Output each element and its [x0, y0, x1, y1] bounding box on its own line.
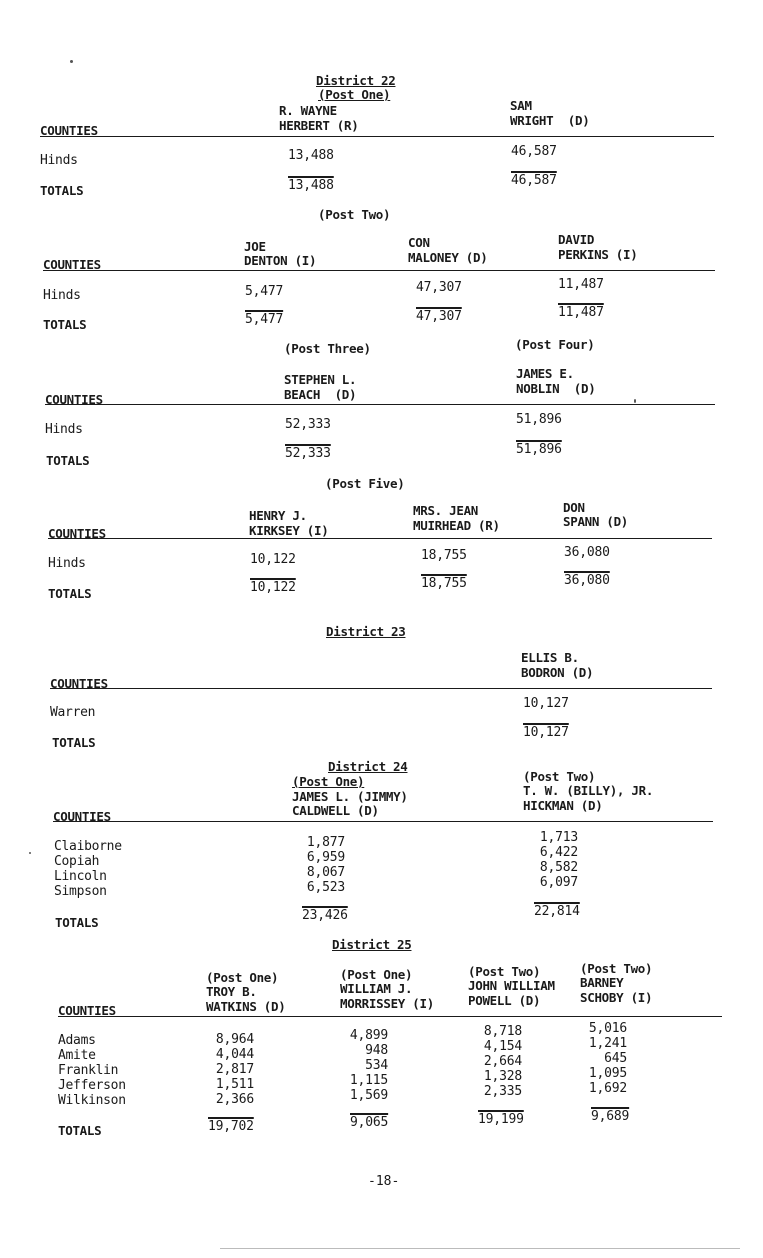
candidate-hickman-name: HICKMAN (D)	[523, 798, 603, 813]
vote-count: 1,511	[215, 1077, 254, 1092]
vote-count: 2,366	[215, 1092, 254, 1107]
totals-label: TOTALS	[52, 735, 96, 750]
candidate-bodron-first: ELLIS B.	[521, 650, 579, 665]
vote-count: 8,582	[539, 860, 578, 875]
post-three-label: (Post Three)	[284, 341, 371, 356]
candidate-schoby-name: SCHOBY (I)	[580, 990, 653, 1005]
vote-count: 2,817	[215, 1062, 254, 1077]
scan-speck	[634, 399, 636, 403]
county-name: Franklin	[58, 1063, 119, 1078]
county-name: Hinds	[43, 288, 81, 303]
district-22-title: District 22	[316, 73, 396, 88]
candidate-wright-name: WRIGHT (D)	[510, 113, 590, 128]
candidate-bodron-name: BODRON (D)	[521, 665, 594, 680]
vote-count: 6,097	[539, 875, 578, 890]
candidate-powell-first: JOHN WILLIAM	[468, 978, 555, 993]
total-count: 13,488	[288, 178, 334, 193]
vote-count: 1,328	[483, 1069, 522, 1084]
header-rule	[58, 1016, 722, 1017]
total-count: 11,487	[558, 305, 604, 320]
header-rule	[50, 688, 712, 689]
candidate-watkins-first: TROY B.	[206, 984, 257, 999]
vote-count: 5,016	[588, 1021, 627, 1036]
county-name: Wilkinson	[58, 1093, 126, 1108]
vote-count: 8,067	[306, 865, 345, 880]
vote-count: 4,899	[349, 1028, 388, 1043]
header-rule	[43, 270, 715, 271]
vote-count: 5,477	[245, 284, 284, 299]
county-name: Hinds	[45, 422, 83, 437]
candidate-wright-first: SAM	[510, 98, 532, 113]
post-two-label: (Post Two)	[580, 961, 653, 976]
county-name: Simpson	[54, 884, 107, 899]
header-rule	[40, 136, 714, 137]
header-rule	[48, 538, 712, 539]
post-two-label: (Post Two)	[318, 207, 391, 222]
vote-count: 2,664	[483, 1054, 522, 1069]
vote-count: 1,241	[588, 1036, 627, 1051]
total-count: 18,755	[421, 576, 467, 591]
candidate-perkins-name: PERKINS (I)	[558, 247, 638, 262]
vote-count: 10,127	[523, 696, 569, 711]
district-24-title: District 24	[328, 759, 408, 774]
totals-label: TOTALS	[58, 1123, 102, 1138]
vote-count: 46,587	[511, 144, 557, 159]
scan-speck	[70, 60, 73, 63]
vote-count: 645	[604, 1051, 627, 1066]
total-count: 9,689	[591, 1109, 630, 1124]
candidate-beach-first: STEPHEN L.	[284, 372, 357, 387]
total-count: 47,307	[416, 309, 462, 324]
counties-header: COUNTIES	[48, 526, 106, 541]
total-count: 36,080	[564, 573, 610, 588]
candidate-muirhead-name: MUIRHEAD (R)	[413, 518, 500, 533]
candidate-kirksey-name: KIRKSEY (I)	[249, 523, 329, 538]
candidate-spann-name: SPANN (D)	[563, 514, 629, 529]
vote-count: 8,964	[215, 1032, 254, 1047]
county-name: Amite	[58, 1048, 96, 1063]
counties-header: COUNTIES	[40, 123, 98, 138]
county-name: Hinds	[48, 556, 86, 571]
vote-count: 8,718	[483, 1024, 522, 1039]
vote-count: 18,755	[421, 548, 467, 563]
candidate-caldwell-name: CALDWELL (D)	[292, 803, 379, 818]
candidate-maloney-name: MALONEY (D)	[408, 250, 488, 265]
scan-speck	[29, 852, 31, 854]
vote-count: 2,335	[483, 1084, 522, 1099]
vote-count: 1,115	[349, 1073, 388, 1088]
vote-count: 6,959	[306, 850, 345, 865]
post-one-label: (Post One)	[292, 774, 365, 789]
vote-count: 1,692	[588, 1081, 627, 1096]
vote-count: 6,523	[306, 880, 345, 895]
total-count: 19,702	[208, 1119, 254, 1134]
candidate-muirhead-first: MRS. JEAN	[413, 503, 479, 518]
post-one-label: (Post One)	[206, 970, 279, 985]
candidate-noblin-first: JAMES E.	[516, 366, 574, 381]
vote-count: 4,044	[215, 1047, 254, 1062]
post-two-label: (Post Two)	[523, 769, 596, 784]
counties-header: COUNTIES	[45, 392, 103, 407]
vote-count: 1,877	[306, 835, 345, 850]
counties-header: COUNTIES	[53, 809, 111, 824]
vote-count: 948	[365, 1043, 388, 1058]
vote-count: 36,080	[564, 545, 610, 560]
scan-edge-line	[220, 1248, 740, 1249]
candidate-herbert-name: HERBERT (R)	[279, 118, 359, 133]
candidate-maloney-first: CON	[408, 235, 430, 250]
candidate-schoby-first: BARNEY	[580, 975, 624, 990]
vote-count: 47,307	[416, 280, 462, 295]
district-23-title: District 23	[326, 624, 406, 639]
total-count: 10,127	[523, 725, 569, 740]
total-count: 51,896	[516, 442, 562, 457]
vote-count: 6,422	[539, 845, 578, 860]
total-count: 9,065	[350, 1115, 389, 1130]
vote-count: 1,713	[539, 830, 578, 845]
county-name: Lincoln	[54, 869, 107, 884]
post-two-label: (Post Two)	[468, 964, 541, 979]
total-count: 5,477	[245, 312, 284, 327]
total-count: 19,199	[478, 1112, 524, 1127]
candidate-noblin-name: NOBLIN (D)	[516, 381, 596, 396]
counties-header: COUNTIES	[50, 676, 108, 691]
candidate-spann-first: DON	[563, 500, 585, 515]
post-one-label: (Post One)	[318, 87, 391, 102]
candidate-denton-name: DENTON (I)	[244, 253, 317, 268]
total-count: 22,814	[534, 904, 580, 919]
totals-label: TOTALS	[55, 915, 99, 930]
candidate-kirksey-first: HENRY J.	[249, 508, 307, 523]
vote-count: 10,122	[250, 552, 296, 567]
vote-count: 11,487	[558, 277, 604, 292]
total-count: 23,426	[302, 908, 348, 923]
county-name: Jefferson	[58, 1078, 126, 1093]
page-number: -18-	[368, 1174, 400, 1189]
candidate-morrissey-first: WILLIAM J.	[340, 981, 413, 996]
vote-count: 1,095	[588, 1066, 627, 1081]
candidate-herbert-first: R. WAYNE	[279, 103, 337, 118]
county-name: Adams	[58, 1033, 96, 1048]
vote-count: 534	[365, 1058, 388, 1073]
totals-label: TOTALS	[43, 317, 87, 332]
candidate-beach-name: BEACH (D)	[284, 387, 357, 402]
header-rule	[45, 404, 715, 405]
totals-label: TOTALS	[46, 453, 90, 468]
post-four-label: (Post Four)	[515, 337, 595, 352]
county-name: Claiborne	[54, 839, 122, 854]
counties-header: COUNTIES	[58, 1003, 116, 1018]
candidate-watkins-name: WATKINS (D)	[206, 999, 286, 1014]
county-name: Hinds	[40, 153, 78, 168]
candidate-morrissey-name: MORRISSEY (I)	[340, 996, 434, 1011]
candidate-perkins-first: DAVID	[558, 232, 595, 247]
total-count: 10,122	[250, 580, 296, 595]
post-five-label: (Post Five)	[325, 476, 405, 491]
totals-label: TOTALS	[40, 183, 84, 198]
totals-label: TOTALS	[48, 586, 92, 601]
candidate-denton-first: JOE	[244, 239, 266, 254]
header-rule	[53, 821, 713, 822]
vote-count: 52,333	[285, 417, 331, 432]
district-25-title: District 25	[332, 937, 412, 952]
counties-header: COUNTIES	[43, 257, 101, 272]
vote-count: 1,569	[349, 1088, 388, 1103]
vote-count: 51,896	[516, 412, 562, 427]
county-name: Warren	[50, 705, 96, 720]
candidate-caldwell-first: JAMES L. (JIMMY)	[292, 789, 408, 804]
vote-count: 13,488	[288, 148, 334, 163]
candidate-powell-name: POWELL (D)	[468, 993, 541, 1008]
vote-count: 4,154	[483, 1039, 522, 1054]
total-count: 52,333	[285, 446, 331, 461]
candidate-hickman-first: T. W. (BILLY), JR.	[523, 783, 654, 798]
total-count: 46,587	[511, 173, 557, 188]
county-name: Copiah	[54, 854, 100, 869]
post-one-label: (Post One)	[340, 967, 413, 982]
